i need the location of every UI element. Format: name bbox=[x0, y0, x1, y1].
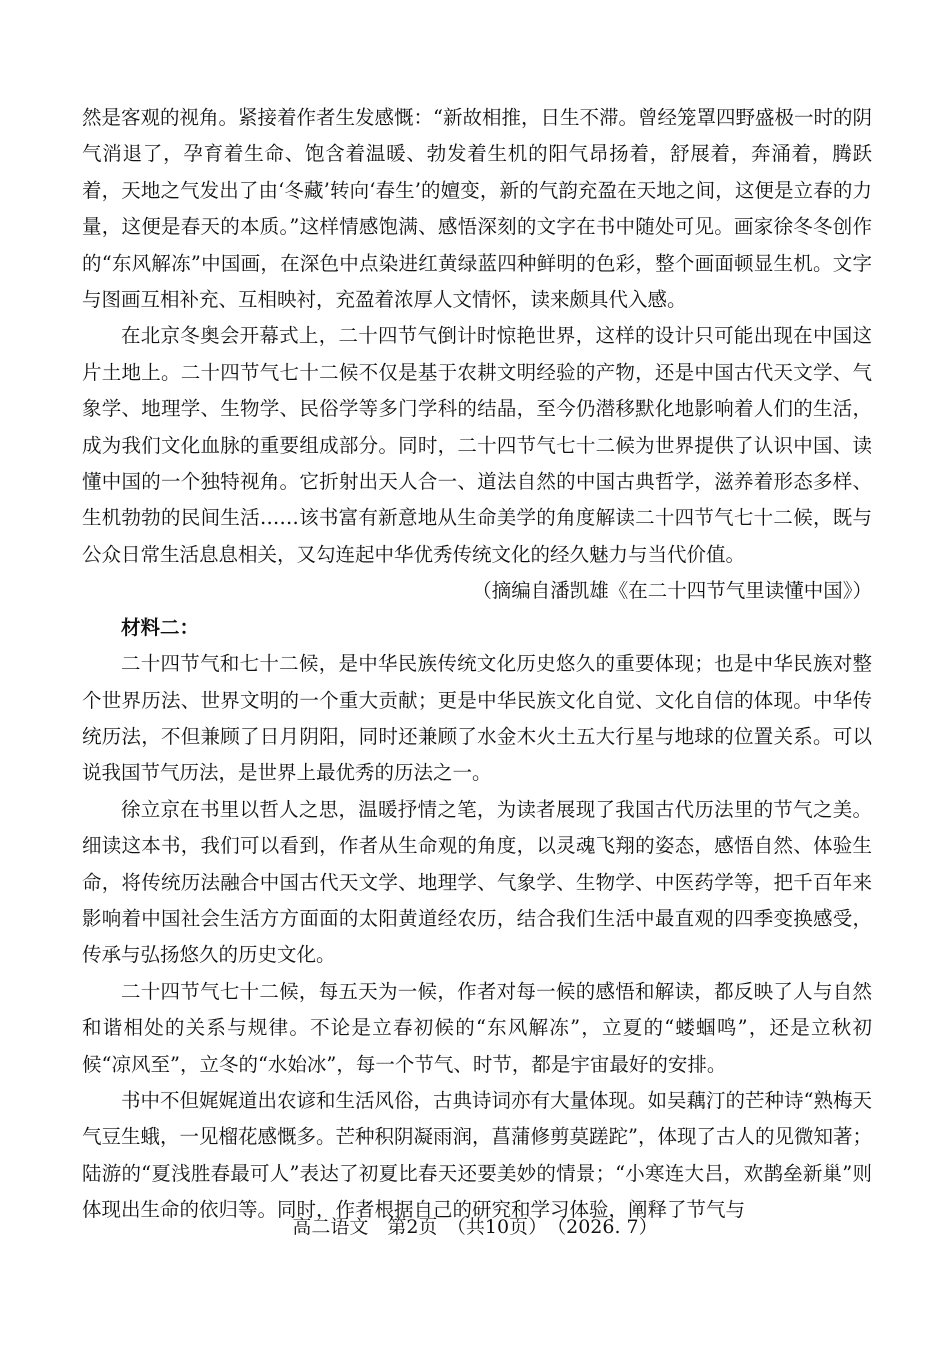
source-citation: （摘编自潘凯雄《在二十四节气里读懂中国》） bbox=[472, 579, 872, 603]
paragraph-continuation: 然是客观的视角。紧接着作者生发感慨：“新故相推，日生不滞。曾经笼罩四野盛极一时的阴气消退了，孕育着生命、饱含着温暖、勃发着生机的阳气昂扬着，舒展着，奔涌着，腾跃着，天地之气发出了由‘冬藏’转向‘春生’的嬗变，新的气韵充盈在天地之间，这便是立春的力量，这便是春天的本质。”这样情感饱满、感悟深刻的文字在书中随处可见。画家徐冬冬创作的“东风解冻”中国画，在深色中点染进红黄绿蓝四种鲜明的色彩，整个画面顿显生机。文字与图画互相补充、互相映衬，充盈着浓厚人文情怀，读来颇具代入感。 bbox=[82, 106, 872, 312]
paragraph-calendar: 二十四节气和七十二候，是中华民族传统文化历史悠久的重要体现；也是中华民族对整个世界历法、世界文明的一个重大贡献；更是中华民族文化自觉、文化自信的体现。中华传统历法，不但兼顾了日月阴阳，同时还兼顾了水金木火土五大行星与地球的位置关系。可以说我国节气历法，是世界上最优秀的历法之一。 bbox=[82, 652, 872, 785]
paragraph-winter-olympics: 在北京冬奥会开幕式上，二十四节气倒计时惊艳世界，这样的设计只可能出现在中国这片土地上。二十四节气七十二候不仅是基于农耕文明经验的产物，还是中国古代天文学、气象学、地理学、生物学、民俗学等多门学科的结晶，至今仍潜移默化地影响着人们的生活，成为我们文化血脉的重要组成部分。同时，二十四节气七十二候为世界提供了认识中国、读懂中国的一个独特视角。它折射出天人合一、道法自然的中国古典哲学，滋养着形态多样、生机勃勃的民间生活……该书富有新意地从生命美学的角度解读二十四节气七十二候，既与公众日常生活息息相关，又勾连起中华优秀传统文化的经久魅力与当代价值。 bbox=[82, 324, 872, 566]
paragraph-poetry: 书中不但娓娓道出农谚和生活风俗，古典诗词亦有大量体现。如吴藕汀的芒种诗“熟梅天气豆生蛾，一见榴花感慨多。芒种积阴凝雨润，菖蒲修剪莫蹉跎”，体现了古人的见微知著；陆游的“夏浅胜春最可人”表达了初夏比春天还要美妙的情景；“小寒连大吕，欢鹊垒新巢”则体现出生命的依归等。同时，作者根据自己的研究和学习体验，阐释了节气与 bbox=[82, 1088, 872, 1222]
document-body bbox=[82, 100, 872, 1229]
paragraph-seventy-two-hou: 二十四节气七十二候，每五天为一候，作者对每一候的感悟和解读，都反映了人与自然和谐相处的关系与规律。不论是立春初候的“东风解冻”，立夏的“蝼蝈鸣”，还是立秋初候“凉风至”，立冬的“水始冰”，每一个节气、时节，都是宇宙最好的安排。 bbox=[82, 979, 872, 1076]
material-two-heading: 材料二： bbox=[121, 615, 200, 639]
page-footer: 高二语文 第2页 （共10页） （2026. 7） bbox=[292, 1216, 658, 1238]
paragraph-author-book: 徐立京在书里以哲人之思，温暖抒情之笔，为读者展现了我国古代历法里的节气之美。细读这本书，我们可以看到，作者从生命观的角度，以灵魂飞翔的姿态，感悟自然、体验生命，将传统历法融合中国古代天文学、地理学、气象学、生物学、中医药学等，把千百年来影响着中国社会生活方方面面的太阳黄道经农历，结合我们生活中最直观的四季变换感受，传承与弘扬悠久的历史文化。 bbox=[82, 797, 872, 967]
